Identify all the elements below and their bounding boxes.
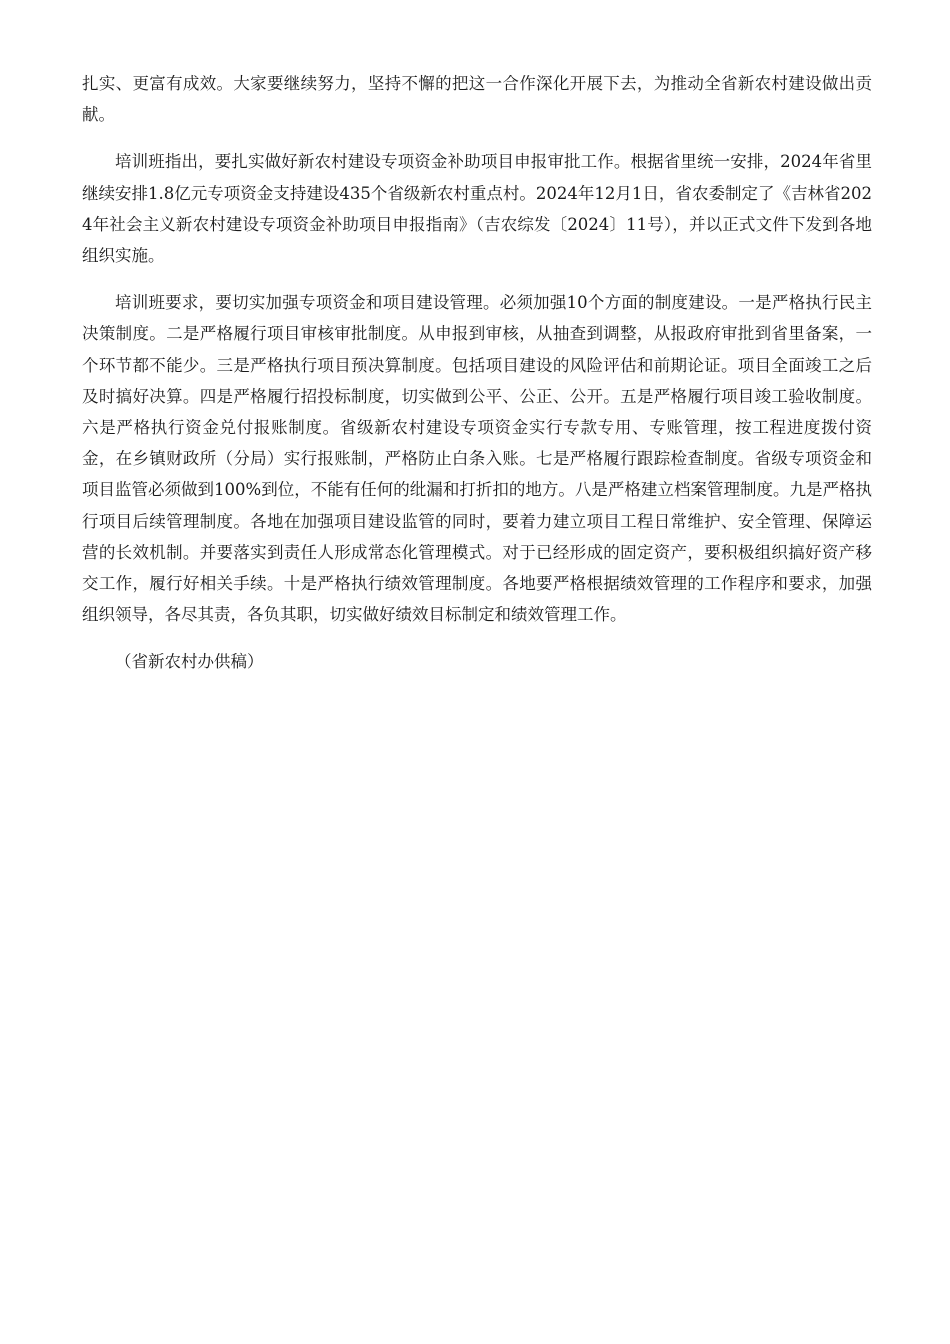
document-body <box>82 68 872 694</box>
paragraph-continuation: 扎实、更富有成效。大家要继续努力，坚持不懈的把这一合作深化开展下去，为推动全省新农村建设做出贡献。 <box>82 74 872 125</box>
source-credit: （省新农村办供稿） <box>115 652 264 672</box>
paragraph-management-requirements: 培训班要求，要切实加强专项资金和项目建设管理。必须加强10个方面的制度建设。一是严格执行民主决策制度。二是严格履行项目审核审批制度。从申报到审核，从抽查到调整，从报政府审批到省里备案，一个环节都不能少。三是严格执行项目预决算制度。包括项目建设的风险评估和前期论证。项目全面竣工之后及时搞好决算。四是严格履行招投标制度，切实做到公平、公正、公开。五是严格履行项目竣工验收制度。六是严格执行资金兑付报账制度。省级新农村建设专项资金实行专款专用、专账管理，按工程进度拨付资金，在乡镇财政所（分局）实行报账制，严格防止白条入账。七是严格履行跟踪检查制度。省级专项资金和项目监管必须做到100%到位，不能有任何的纰漏和打折扣的地方。八是严格建立档案管理制度。九是严格执行项目后续管理制度。各地在加强项目建设监管的同时，要着力建立项目工程日常维护、安全管理、保障运营的长效机制。并要落实到责任人形成常态化管理模式。对于已经形成的固定资产，要积极组织搞好资产移交工作，履行好相关手续。十是严格执行绩效管理制度。各地要严格根据绩效管理的工作程序和要求，加强组织领导，各尽其责，各负其职，切实做好绩效目标制定和绩效管理工作。 <box>82 293 872 625</box>
paragraph-project-application: 培训班指出，要扎实做好新农村建设专项资金补助项目申报审批工作。根据省里统一安排，2024年省里继续安排1.8亿元专项资金支持建设435个省级新农村重点村。2024年12月1日，省农委制定了《吉林省2024年社会主义新农村建设专项资金补助项目申报指南》（吉农综发〔2024〕11号），并以正式文件下发到各地组织实施。 <box>82 152 872 266</box>
